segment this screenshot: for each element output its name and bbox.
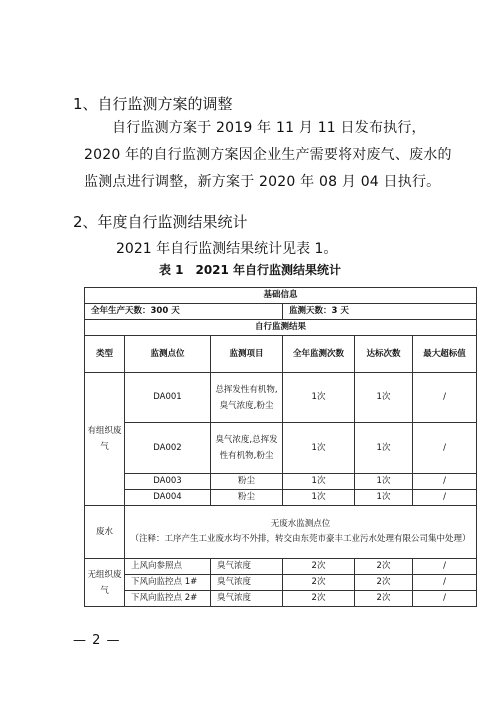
- total-cell: 1次: [283, 373, 355, 423]
- table-row: [85, 373, 477, 423]
- header-compliant: 达标次数: [355, 336, 413, 373]
- type-wastewater: 废水: [85, 506, 125, 559]
- point-cell: DA002: [125, 423, 211, 474]
- item-cell: 臭气浓度: [211, 559, 283, 575]
- item-cell: 臭气浓度,总挥发性有机物,粉尘: [211, 423, 283, 474]
- point-cell: 下风向监控点 1#: [125, 575, 211, 591]
- header-point: 监测点位: [125, 336, 211, 373]
- table-row: [85, 490, 477, 506]
- compliant-cell: 2次: [355, 591, 413, 607]
- page-number: — 2 —: [73, 633, 121, 648]
- point-cell: 上风向参照点: [125, 559, 211, 575]
- max-cell: /: [413, 423, 477, 474]
- monitoring-results-table: [84, 287, 477, 607]
- max-cell: /: [413, 490, 477, 506]
- header-type: 类型: [85, 336, 125, 373]
- max-cell: /: [413, 474, 477, 490]
- max-cell: /: [413, 373, 477, 423]
- total-cell: 1次: [283, 474, 355, 490]
- header-total: 全年监测次数: [283, 336, 355, 373]
- table-caption: 表 1 2021 年自行监测结果统计: [158, 263, 342, 277]
- item-cell: 粉尘: [211, 490, 283, 506]
- point-cell: DA001: [125, 373, 211, 423]
- production-days: 全年生产天数：300 天: [85, 304, 283, 320]
- compliant-cell: 1次: [355, 423, 413, 474]
- compliant-cell: 2次: [355, 575, 413, 591]
- wastewater-line-1: 无废水监测点位: [270, 519, 331, 529]
- item-cell: 臭气浓度: [211, 591, 283, 607]
- header-item: 监测项目: [211, 336, 283, 373]
- type-unorganized: 无组织废气: [85, 559, 125, 607]
- section-2-intro: 2021 年自行监测结果统计见表 1。: [116, 241, 338, 257]
- wastewater-note: [125, 506, 477, 559]
- max-cell: /: [413, 591, 477, 607]
- compliant-cell: 1次: [355, 474, 413, 490]
- total-cell: 2次: [283, 591, 355, 607]
- header-max-exceed: 最大超标值: [413, 336, 477, 373]
- monitoring-days: 监测天数：3 天: [283, 304, 477, 320]
- item-cell: 总挥发性有机物,臭气浓度,粉尘: [211, 373, 283, 423]
- compliant-cell: 2次: [355, 559, 413, 575]
- total-cell: 1次: [283, 423, 355, 474]
- type-organized: 有组织废气: [85, 373, 125, 506]
- table-row: [85, 423, 477, 474]
- basic-info-title: 基础信息: [85, 288, 477, 304]
- section-1-paragraph: 自行监测方案于 2019 年 11 月 11 日发布执行，2020 年的自行监测方案因企业生产需要将对废气、废水的监测点进行调整，新方案于 2020 年 08 月 04 日执行。: [84, 120, 452, 190]
- section-1-heading: 1、自行监测方案的调整: [73, 95, 233, 113]
- table-row: [85, 559, 477, 575]
- table-row: [85, 575, 477, 591]
- total-cell: 2次: [283, 575, 355, 591]
- section-2-heading: 2、年度自行监测结果统计: [73, 213, 248, 231]
- total-cell: 1次: [283, 490, 355, 506]
- max-cell: /: [413, 575, 477, 591]
- max-cell: /: [413, 559, 477, 575]
- table-row: [85, 506, 477, 559]
- compliant-cell: 1次: [355, 373, 413, 423]
- item-cell: 粉尘: [211, 474, 283, 490]
- table-row: [85, 591, 477, 607]
- item-cell: 臭气浓度: [211, 575, 283, 591]
- wastewater-line-2: （注释：工序产生工业废水均不外排，转交由东莞市豪丰工业污水处理有限公司集中处理）: [130, 534, 471, 544]
- total-cell: 2次: [283, 559, 355, 575]
- point-cell: DA004: [125, 490, 211, 506]
- results-title: 自行监测结果: [85, 320, 477, 336]
- table-row: [85, 474, 477, 490]
- compliant-cell: 1次: [355, 490, 413, 506]
- point-cell: DA003: [125, 474, 211, 490]
- point-cell: 下风向监控点 2#: [125, 591, 211, 607]
